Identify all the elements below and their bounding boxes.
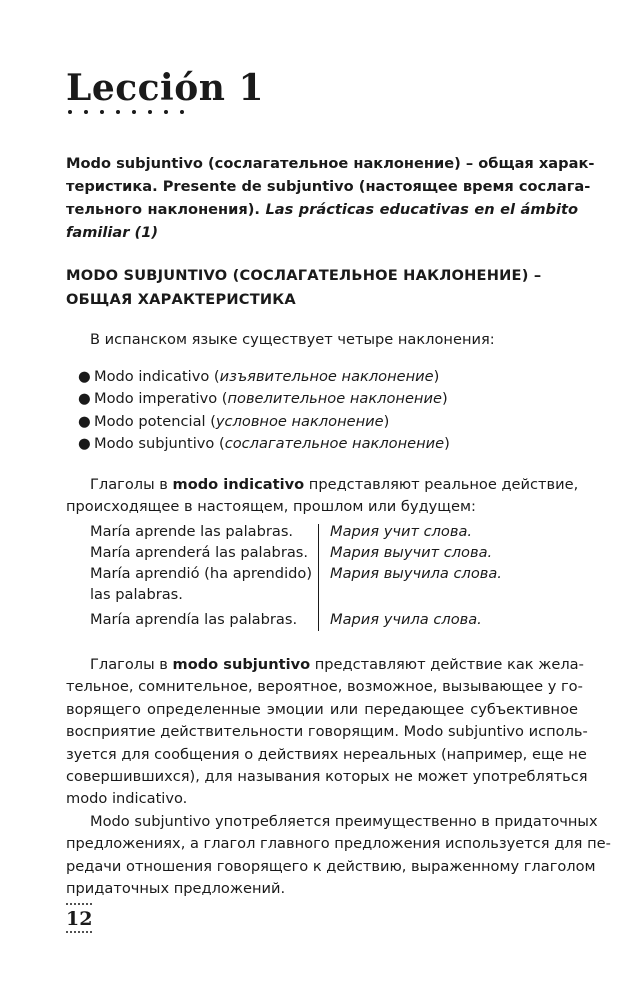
list-item: ● Modo imperativo (повелительное наклонение) (78, 388, 450, 410)
bullet-icon: ● (78, 368, 91, 385)
topic-line: тельного наклонения). Las prácticas educativas en el ámbito (66, 201, 579, 218)
topic-line: теристика. Presente de subjuntivo (настоящее время сослага- (66, 178, 591, 195)
table-row: María aprendió (ha aprendido) las palabras. Мария выучила слова. (90, 565, 502, 603)
bullet-icon: ● (78, 435, 91, 453)
bullet-icon: ● (78, 412, 91, 430)
topic-line: familiar (1) (66, 224, 159, 241)
subjuntivo-paragraph: Глаголы в modo subjuntivo представляют действие как жела- тельное, сомнительное, вероятное, возможное, вызывающее у го- ворящего определенные эмоции или передающее субъективное восприятие действительности говорящим. Modo subjuntivo исполь- зуется для сообщения о действиях нереальных (например, еще не совершившихся), для называния которых не может употребляться modo indicativo. (66, 656, 588, 808)
indicativo-paragraph: Глаголы в modo indicativo представляют реальное действие, происходящее в настоящем, прошлом или будущем: (66, 476, 579, 516)
page-number: 12 (66, 908, 93, 930)
examples-table (90, 521, 570, 630)
moods-list (78, 366, 450, 456)
table-row: María aprende las palabras. Мария учит слова. (90, 523, 473, 540)
list-item: ● Modo indicativo (изъявительное наклонение) (78, 366, 450, 388)
usage-paragraph: Modo subjuntivo употребляется преимущественно в придаточных предложениях, а глагол главного предложения используется для пе- редачи отношения говорящего к действию, выраженному глаголом придаточных предложений. (66, 813, 611, 898)
section-heading: MODO SUBJUNTIVO (СОСЛАГАТЕЛЬНОЕ НАКЛОНЕНИЕ) – ОБЩАЯ ХАРАКТЕРИСТИКА (66, 267, 542, 308)
table-row: María aprenderá las palabras. Мария выучит слова. (90, 544, 493, 561)
page-number-dots (66, 903, 92, 905)
lesson-title: Lección 1 (66, 67, 264, 109)
table-row: María aprendía las palabras. Мария учила слова. (90, 611, 482, 628)
topic-line: Modo subjuntivo (сослагательное наклонение) – общая харак- (66, 155, 595, 172)
list-item: ● Modo potencial (условное наклонение) (78, 411, 450, 433)
lesson-topic (66, 152, 595, 244)
title-dot-ornament (68, 110, 184, 114)
intro-text: В испанском языке существует четыре наклонения: (90, 331, 495, 348)
bullet-icon: ● (78, 390, 91, 408)
page-number-dots (66, 931, 92, 933)
list-item: ● Modo subjuntivo (сослагательное наклонение) (78, 433, 450, 455)
